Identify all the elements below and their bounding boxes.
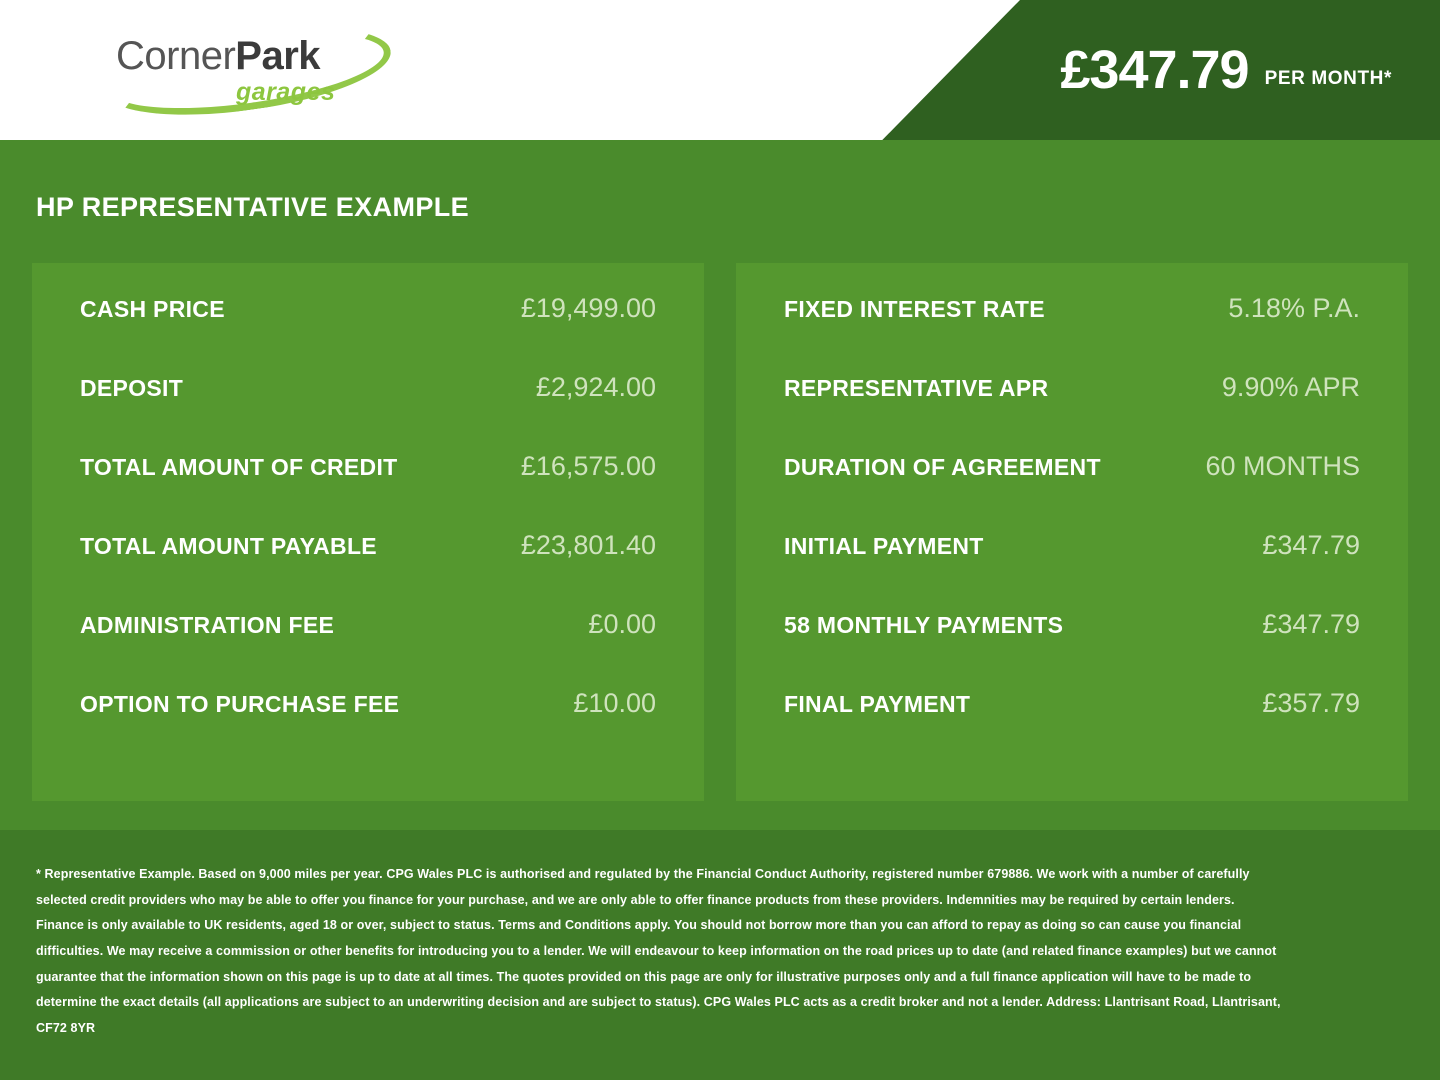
row-value: 60 MONTHS [1205, 451, 1360, 481]
disclaimer-text: * Representative Example. Based on 9,000 miles per year. CPG Wales PLC is authorised and regulated by the Financial Conduct Authority, registered number 679886. We work with a number of carefully selected credit providers who may be able to offer you finance for your purchase, and we are only able to offer finance products from these providers. Indemnities may be required by certain lenders. Finance is only available to UK residents, aged 18 or over, subject to status. Terms and Conditions apply. You should not borrow more than you can afford to repay as doing so can cause you financial difficulties. We may receive a commission or other benefits for introducing you to a lender. We will endeavour to keep information on the road prices up to date (and related finance examples) but we cannot guarantee that the information shown on this page is up to date at all times. The quotes provided on this page are only for illustrative purposes only and a full finance application will have to be made to determine the exact details (all applications are subject to an underwriting decision and are subject to status). CPG Wales PLC acts as a credit broker and not a lender. Address: Llantrisant Road, Llantrisant, CF72 8YR [36, 867, 1281, 1035]
page-title: HP REPRESENTATIVE EXAMPLE [36, 192, 470, 222]
table-row [784, 530, 1360, 609]
table-row [784, 688, 1360, 767]
row-label: DEPOSIT [80, 375, 184, 401]
logo-wordmark [116, 34, 320, 79]
row-value: £16,575.00 [520, 451, 656, 481]
row-label: TOTAL AMOUNT OF CREDIT [80, 454, 398, 480]
logo-text-prefix: Corner [116, 34, 236, 78]
row-value: £10.00 [573, 688, 656, 718]
row-label: REPRESENTATIVE APR [784, 375, 1049, 401]
page-header [0, 0, 1440, 140]
main-content [0, 140, 1440, 801]
monthly-price-block [1060, 0, 1392, 140]
row-label: CASH PRICE [80, 296, 225, 322]
table-row [784, 293, 1360, 372]
table-row [784, 609, 1360, 688]
table-row [784, 372, 1360, 451]
logo-subtitle: garages [236, 78, 336, 106]
row-value: 9.90% APR [1221, 372, 1360, 402]
table-row [80, 451, 656, 530]
row-value: £2,924.00 [535, 372, 656, 402]
row-value: 5.18% P.A. [1228, 293, 1360, 323]
table-row [80, 530, 656, 609]
price-period-label: PER MONTH* [1264, 68, 1392, 89]
row-label: OPTION TO PURCHASE FEE [80, 691, 400, 717]
finance-card-left [32, 263, 704, 801]
row-value: £347.79 [1262, 530, 1360, 560]
row-label: FIXED INTEREST RATE [784, 296, 1045, 322]
finance-card-right [736, 263, 1408, 801]
row-label: FINAL PAYMENT [784, 691, 971, 717]
row-label: TOTAL AMOUNT PAYABLE [80, 533, 377, 559]
row-value: £357.79 [1262, 688, 1360, 718]
table-row [80, 688, 656, 767]
row-value: £347.79 [1262, 609, 1360, 639]
table-row [80, 372, 656, 451]
logo-text-bold: Park [235, 34, 321, 78]
row-label: INITIAL PAYMENT [784, 533, 984, 559]
table-row [80, 609, 656, 688]
row-label: DURATION OF AGREEMENT [784, 454, 1101, 480]
cornerpark-garages-logo [108, 26, 408, 114]
row-value: £23,801.40 [520, 530, 656, 560]
footer-disclaimer-section [0, 830, 1440, 1080]
table-row [80, 293, 656, 372]
row-value: £19,499.00 [520, 293, 656, 323]
price-amount: £347.79 [1060, 40, 1249, 100]
row-value: £0.00 [588, 609, 656, 639]
table-row [784, 451, 1360, 530]
row-label: 58 MONTHLY PAYMENTS [784, 612, 1064, 638]
row-label: ADMINISTRATION FEE [80, 612, 335, 638]
finance-details-cards [32, 263, 1408, 801]
